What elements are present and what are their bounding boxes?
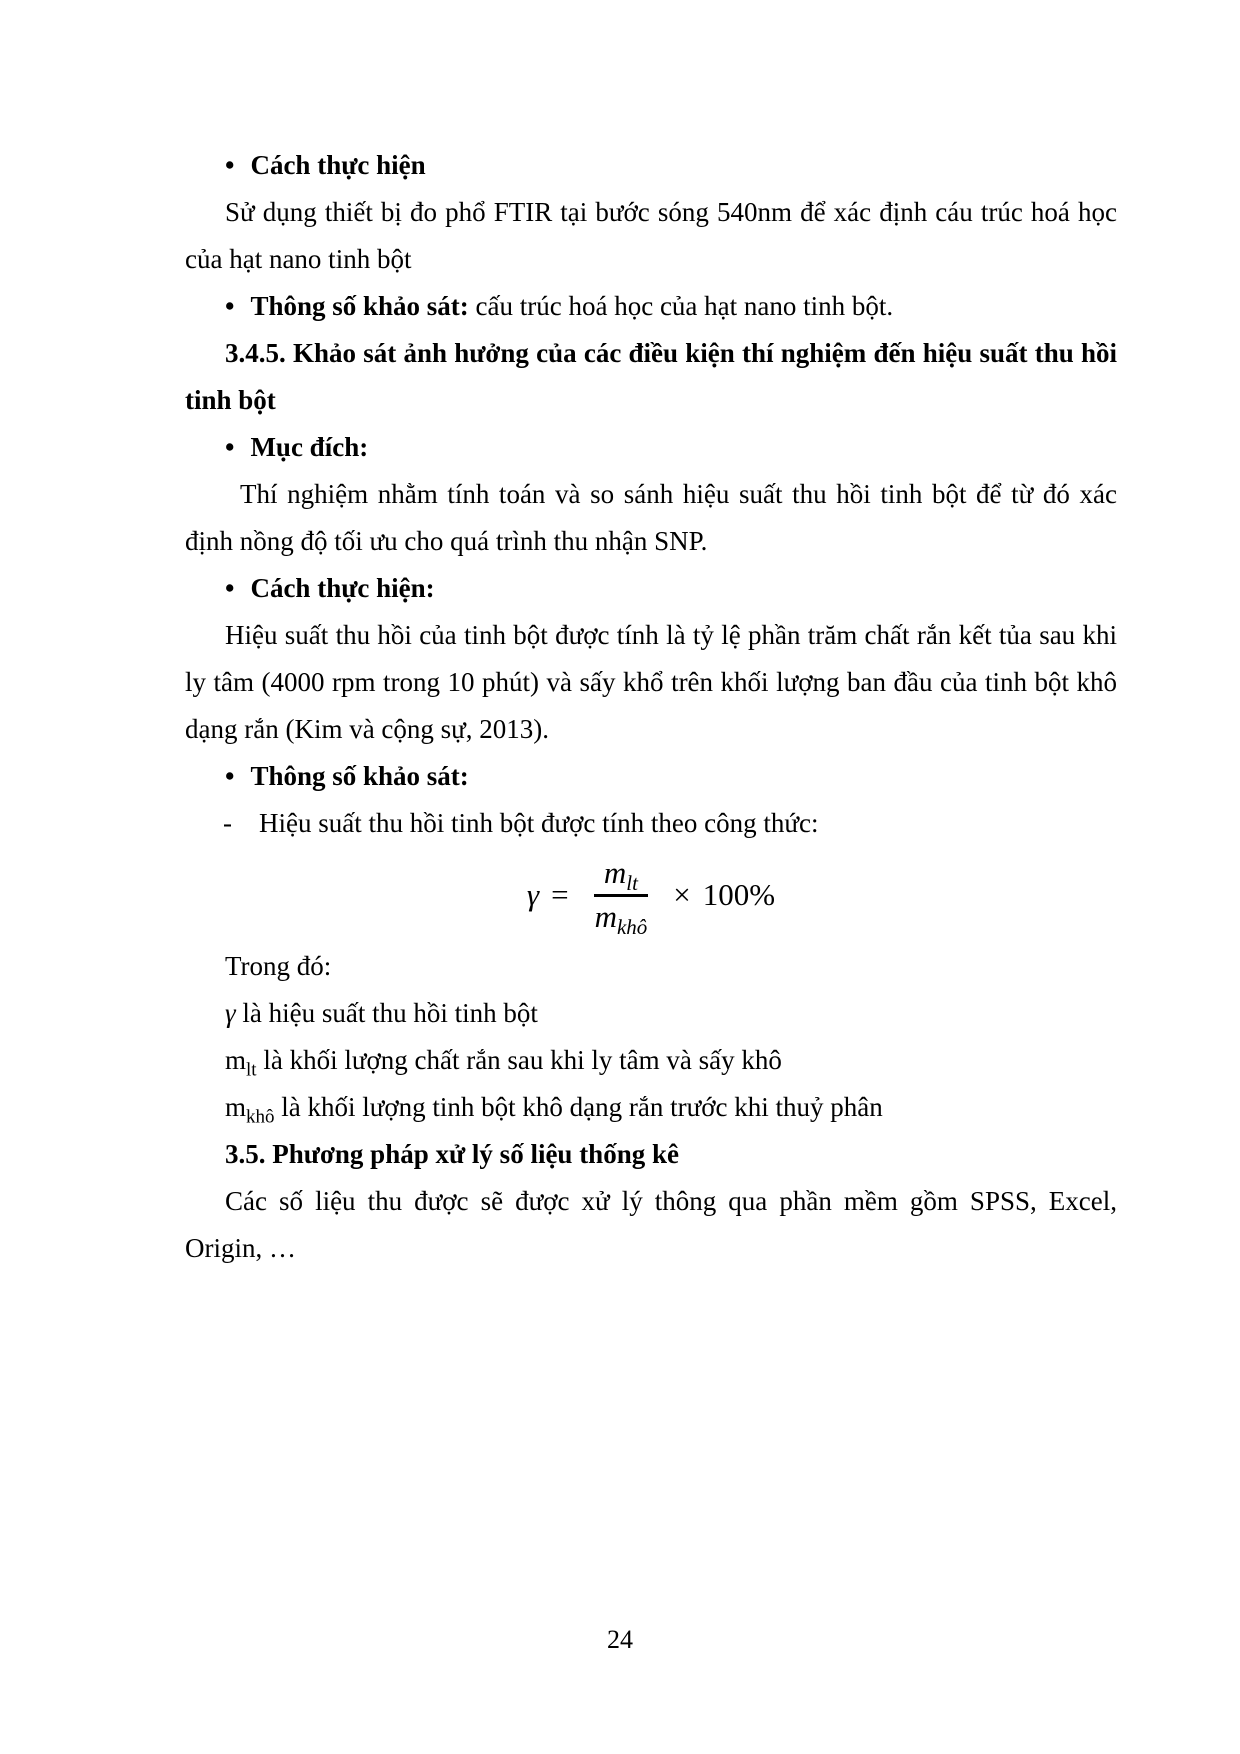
formula-value: 100% [702, 877, 776, 912]
dash-text: Hiệu suất thu hồi tinh bột được tính theo công thức: [259, 808, 819, 838]
mlt-symbol: $m_{lt}$ [225, 1045, 257, 1081]
bullet-item-muc-dich [225, 424, 1117, 471]
equals-sign: = [551, 877, 569, 912]
bullet-item-thong-so-khao-sat-1 [225, 283, 1117, 330]
definition-text: là hiệu suất thu hồi tinh bột [235, 998, 538, 1028]
bullet-label: Thông số khảo sát: [250, 761, 469, 791]
section-heading-3-5: 3.5. Phương pháp xử lý số liệu thống kê [225, 1139, 679, 1169]
bullet-label: Thông số khảo sát: [250, 291, 469, 321]
definition-mlt [225, 1037, 1117, 1084]
definition-text: là khối lượng tinh bột khô dạng rắn trước khi thuỷ phân [274, 1092, 883, 1122]
formula-numerator: $m_{lt}$ [594, 855, 648, 897]
definition-gamma [225, 990, 1117, 1037]
bullet-icon: • [225, 291, 235, 321]
bullet-label: Cách thực hiện [250, 150, 426, 180]
formula-fraction [585, 855, 658, 940]
bullet-item-cach-thuc-hien-2 [225, 565, 1117, 612]
gamma-symbol: γ [225, 998, 236, 1028]
bullet-label: Cách thực hiện: [250, 573, 435, 603]
mkho-symbol: $m_{khô}$ [225, 1092, 275, 1128]
paragraph-xu-ly-so-lieu: Các số liệu thu được sẽ được xử lý thông qua phần mềm gồm SPSS, Excel, Origin, … [185, 1186, 1117, 1263]
gamma-symbol: γ [526, 877, 540, 912]
bullet-icon: • [225, 150, 235, 180]
paragraph-hieu-suat: Hiệu suất thu hồi của tinh bột được tính là tỷ lệ phần trăm chất rắn kết tủa sau khi ly tâm (4000 rpm trong 10 phút) và sấy khổ trên khối lượng ban đầu của tinh bột khô dạng rắn (Kim và cộng sự, 2013). [185, 620, 1117, 744]
bullet-icon: • [225, 432, 235, 462]
bullet-icon: • [225, 573, 235, 603]
dash-icon: - [223, 808, 232, 838]
bullet-icon: • [225, 761, 235, 791]
trong-do-label: Trong đó: [225, 951, 332, 981]
paragraph-ftir: Sử dụng thiết bị đo phổ FTIR tại bước sóng 540nm để xác định cáu trúc hoá học của hạt nano tinh bột [185, 197, 1117, 274]
page-number: 24 [607, 1625, 633, 1654]
bullet-item-thong-so-khao-sat-2 [225, 753, 1117, 800]
definition-text: là khối lượng chất rắn sau khi ly tâm và sấy khô [256, 1045, 782, 1075]
bullet-text: cấu trúc hoá học của hạt nano tinh bột. [468, 291, 894, 321]
definition-mkho [225, 1084, 1117, 1131]
document-content [185, 142, 1117, 1272]
paragraph-muc-dich: Thí nghiệm nhằm tính toán và so sánh hiệu suất thu hồi tinh bột để từ đó xác định nồng độ tối ưu cho quá trình thu nhận SNP. [185, 479, 1117, 556]
formula-denominator: $m_{khô}$ [594, 899, 648, 940]
bullet-item-cach-thuc-hien-1 [225, 142, 1117, 189]
multiply-sign: × [673, 877, 691, 912]
section-heading-3-4-5: 3.4.5. Khảo sát ảnh hưởng của các điều kiện thí nghiệm đến hiệu suất thu hồi tinh bột [185, 338, 1117, 415]
recovery-yield-formula [185, 847, 1117, 943]
bullet-label: Mục đích: [250, 432, 369, 462]
dash-item-cong-thuc [223, 800, 1117, 847]
